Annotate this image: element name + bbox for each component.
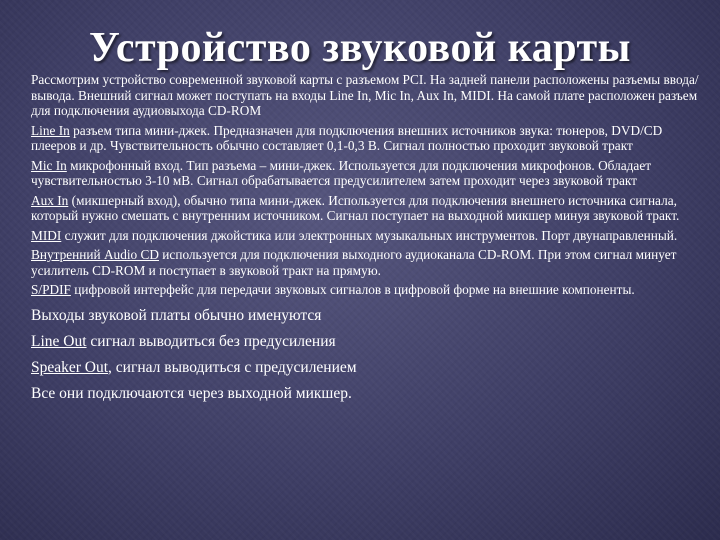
slide-title: Устройство звуковой карты — [89, 25, 631, 71]
desc-line-out: сигнал выводиться без предусиления — [86, 332, 336, 350]
closing-line: Все они подключаются через выходной микшер. — [31, 384, 352, 402]
term-line-out: Line Out — [31, 332, 87, 350]
desc-aux-in: (микшерный вход), обычно типа мини-джек. Используется для подключения внешнего источника сигнала, который нужно смешать с внутренним источником. Сигнал поступает на выходной микшер минуя звуковой тракт. — [31, 192, 680, 223]
desc-mic-in: микрофонный вход. Тип разъема – мини-джек. Используется для подключения микрофонов. Обладает чувствительностью 3-10 мВ. Сигнал обрабатывается предусилителем затем проходит через звуковой тракт — [31, 157, 652, 188]
desc-audio-cd: используется для подключения выходного аудиоканала CD-ROM. При этом сигнал минует усилитель CD-ROM и поступает в звуковой тракт на прямую. — [31, 247, 677, 278]
term-aux-in: Aux In — [31, 192, 69, 208]
term-midi: MIDI — [31, 227, 62, 243]
term-audio-cd: Внутренний Audio CD — [31, 247, 159, 262]
intro-paragraph: Рассмотрим устройство современной звуковой карты с разъемом PCI. На задней панели расположены разъемы ввода/вывода. Внешний сигнал может поступать на входы Line In, Mic In, Aux In, MIDI. На самой плате расположен разъем для подключения аудиовыхода CD-ROM — [31, 72, 699, 118]
term-line-in: Line In — [31, 122, 70, 138]
desc-speaker-out: , сигнал выводиться с предусилением — [108, 358, 357, 376]
item-mic-in — [31, 158, 703, 189]
item-line-in — [31, 123, 703, 154]
item-audio-cd — [31, 247, 703, 278]
item-midi — [31, 228, 703, 244]
item-speaker-out — [31, 359, 703, 377]
term-speaker-out: Speaker Out — [31, 358, 109, 376]
item-spdif — [31, 282, 703, 298]
term-mic-in: Mic In — [31, 157, 67, 173]
item-aux-in — [31, 193, 703, 224]
outputs-heading: Выходы звуковой платы обычно именуются — [31, 306, 322, 324]
slide-body — [31, 72, 703, 411]
item-line-out — [31, 333, 703, 351]
desc-spdif: цифровой интерфейс для передачи звуковых сигналов в цифровой форме на внешние компоненты. — [70, 282, 635, 297]
desc-midi: служит для подключения джойстика или электронных музыкальных инструментов. Порт двунаправленный. — [61, 227, 678, 243]
term-spdif: S/PDIF — [31, 282, 71, 297]
desc-line-in: разъем типа мини-джек. Предназначен для подключения внешних источников звука: тюнеров, DVD/CD плееров и др. Чувствительность обычно составляет 0,1-0,3 В. Сигнал полностью проходит звуковой тракт — [31, 122, 663, 153]
